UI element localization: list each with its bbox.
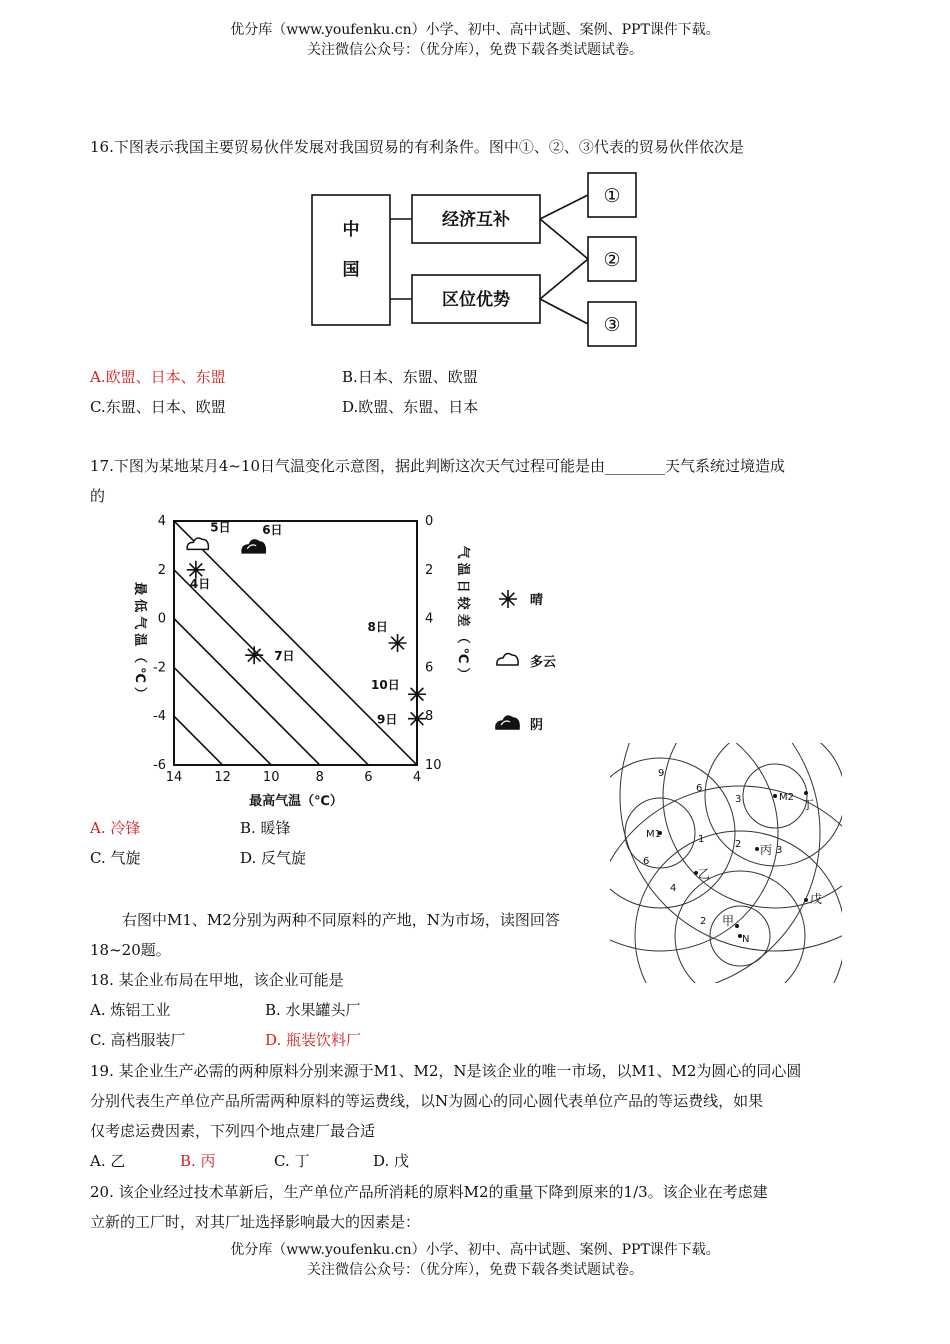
m2-isoline-2 xyxy=(705,743,842,866)
y2-tick-label: 10 xyxy=(425,758,442,773)
contour-value-m1-4: 4 xyxy=(670,883,677,894)
intro-line-2: 18~20题。 xyxy=(90,941,171,959)
connector-location-2 xyxy=(540,259,588,299)
x-tick-label: 4 xyxy=(412,770,422,785)
header-line-1: 优分库（www.youfenku.cn）小学、初中、高中试题、案例、PPT课件下载。 xyxy=(230,22,720,38)
ding-point xyxy=(804,791,808,795)
connector-economy-1 xyxy=(540,195,588,219)
bing-point xyxy=(755,847,759,851)
x-tick-label: 12 xyxy=(214,770,231,785)
n-isoline-4 xyxy=(610,786,842,983)
y-tick-label: 4 xyxy=(157,514,166,529)
contour-value-n-2a: 2 xyxy=(735,839,742,850)
m2-label: M2 xyxy=(779,792,794,803)
y2-axis-title-text: 气温日较差（℃） xyxy=(455,545,470,685)
q17-option-a: A. 冷锋 xyxy=(90,819,141,837)
q20-line-1: 20. 该企业经过技术革新后，生产单位产品所消耗的原料M2的重量下降到原来的1/3。该企业在考虑建 xyxy=(90,1183,768,1201)
q16-option-c: C.东盟、日本、欧盟 xyxy=(90,398,226,416)
wu-point xyxy=(804,898,808,902)
location-label: 区位优势 xyxy=(442,290,510,310)
q18-option-d: D. 瓶装饮料厂 xyxy=(265,1031,362,1049)
y-axis-title-text: 最低气温（℃） xyxy=(132,582,147,704)
data-point-8日 xyxy=(389,634,407,652)
data-label: 10日 xyxy=(371,678,400,693)
data-label: 7日 xyxy=(274,649,295,664)
connector-economy-2 xyxy=(540,219,588,259)
y-tick-label: -6 xyxy=(153,758,166,773)
yi-label: 乙 xyxy=(698,867,711,881)
q20-line-2: 立新的工厂时，对其厂址选择影响最大的因素是： xyxy=(90,1213,421,1231)
x-tick-label: 10 xyxy=(262,770,280,785)
data-label: 8日 xyxy=(367,620,388,634)
y2-tick-label: 8 xyxy=(425,709,434,725)
contour-value-m2-6: 6 xyxy=(696,783,703,794)
y-axis-title xyxy=(132,582,148,704)
jia-label: 甲 xyxy=(722,914,735,928)
x-tick-label: 6 xyxy=(364,770,373,785)
m2-isoline-3 xyxy=(663,743,842,908)
y2-tick-label: 6 xyxy=(425,660,434,676)
y-tick-label: 0 xyxy=(157,611,166,627)
q18-option-c: C. 高档服装厂 xyxy=(90,1031,186,1049)
legend-symbol-sun xyxy=(499,590,517,608)
header-line-2: 关注微信公众号：（优分库），免费下载各类试题试卷。 xyxy=(307,42,643,58)
q17-stem-line-1: 17.下图为某地某月4~10日气温变化示意图，据此判断这次天气过程可能是由________天气系统过境造成 xyxy=(90,457,786,475)
q18-option-b: B. 水果罐头厂 xyxy=(265,1001,361,1019)
legend-symbol-overcast xyxy=(496,716,519,729)
q19-line-2: 分别代表生产单位产品所需两种原料的等运费线，以N为圆心的同心圆代表单位产品的等运费线，如果 xyxy=(90,1092,764,1110)
q18-option-a: A. 炼铝工业 xyxy=(90,1001,171,1019)
ding-label: 丁 xyxy=(802,798,815,812)
data-point-9日 xyxy=(408,710,426,728)
legend-label: 多云 xyxy=(530,655,557,670)
q18-stem: 18. 某企业布局在甲地，该企业可能是 xyxy=(90,971,344,989)
contour-value-n-3: 3 xyxy=(776,845,783,856)
m1-label: M1 xyxy=(646,829,661,840)
china-label-bottom: 国 xyxy=(342,260,360,280)
data-label: 9日 xyxy=(377,712,398,727)
temperature-chart xyxy=(110,505,590,815)
q17-option-b: B. 暖锋 xyxy=(240,819,291,837)
q19-option-a: A. 乙 xyxy=(90,1152,126,1170)
q19-line-3: 仅考虑运费因素，下列四个地点建厂最合适 xyxy=(90,1122,376,1140)
data-label: 6日 xyxy=(262,522,283,537)
q16-option-b: B.日本、东盟、欧盟 xyxy=(342,368,478,386)
y2-tick-label: 2 xyxy=(425,562,434,578)
q16-option-a: A.欧盟、日本、东盟 xyxy=(90,368,226,386)
data-label: 5日 xyxy=(210,520,231,535)
q17-option-d: D. 反气旋 xyxy=(240,849,307,867)
q19-option-b: B. 丙 xyxy=(180,1152,216,1170)
intro-line-1: 右图中M1、M2分别为两种不同原料的产地，N为市场，读图回答 xyxy=(122,911,560,929)
q16-stem: 16.下图表示我国主要贸易伙伴发展对我国贸易的有利条件。图中①、②、③代表的贸易伙伴依次是 xyxy=(90,138,744,156)
partner-label-3: ③ xyxy=(603,314,621,336)
x-tick-label: 8 xyxy=(315,770,324,785)
partner-label-2: ② xyxy=(603,249,621,271)
wu-label: 戊 xyxy=(810,892,823,906)
china-label-top: 中 xyxy=(342,220,360,240)
trade-partner-diagram xyxy=(300,165,650,355)
contour-value-m2-3: 3 xyxy=(735,794,742,805)
n-isoline-3 xyxy=(635,831,842,983)
q16-option-d: D.欧盟、东盟、日本 xyxy=(342,398,479,416)
n-label: N xyxy=(742,934,750,945)
connector-location-3 xyxy=(540,299,588,324)
q19-option-c: C. 丁 xyxy=(274,1152,310,1170)
y2-tick-label: 0 xyxy=(425,514,434,529)
m2-point xyxy=(773,794,777,798)
data-label: 4日 xyxy=(189,576,211,591)
q17-stem-line-2: 的 xyxy=(90,487,106,505)
y-tick-label: 2 xyxy=(157,562,166,578)
economy-label: 经济互补 xyxy=(442,210,510,230)
data-point-5日 xyxy=(187,538,208,549)
legend-label: 阴 xyxy=(530,718,544,733)
diurnal-range-line xyxy=(174,521,417,765)
data-point-10日 xyxy=(408,685,426,703)
data-point-7日 xyxy=(245,646,263,664)
partner-label-1: ① xyxy=(603,185,621,207)
contour-value-m1-9: 9 xyxy=(658,768,665,779)
legend-label: 晴 xyxy=(530,593,544,608)
m1-isoline-3 xyxy=(610,743,778,951)
footer-line-2: 关注微信公众号：（优分库），免费下载各类试题试卷。 xyxy=(307,1262,643,1278)
x-axis-title: 最高气温（℃） xyxy=(249,794,343,809)
y-tick-label: -2 xyxy=(153,660,166,676)
jia-point xyxy=(735,924,739,928)
y2-axis-title xyxy=(455,546,471,685)
bing-label: 丙 xyxy=(760,843,773,857)
q19-option-d: D. 戊 xyxy=(373,1152,410,1170)
y2-tick-label: 4 xyxy=(425,611,434,627)
footer-line-1: 优分库（www.youfenku.cn）小学、初中、高中试题、案例、PPT课件下载。 xyxy=(230,1242,720,1258)
data-point-6日 xyxy=(242,540,265,553)
transport-cost-map xyxy=(610,743,842,983)
contour-value-n-1: 1 xyxy=(698,834,705,845)
contour-value-n-2b: 2 xyxy=(700,916,707,927)
q19-line-1: 19. 某企业生产必需的两种原料分别来源于M1、M2，N是该企业的唯一市场，以M1、M2为圆心的同心圆 xyxy=(90,1062,802,1080)
q17-option-c: C. 气旋 xyxy=(90,849,141,867)
x-tick-label: 14 xyxy=(165,770,183,785)
y-tick-label: -4 xyxy=(153,709,166,725)
contour-value-m1-6: 6 xyxy=(643,856,650,867)
legend-symbol-cloud xyxy=(497,654,518,665)
